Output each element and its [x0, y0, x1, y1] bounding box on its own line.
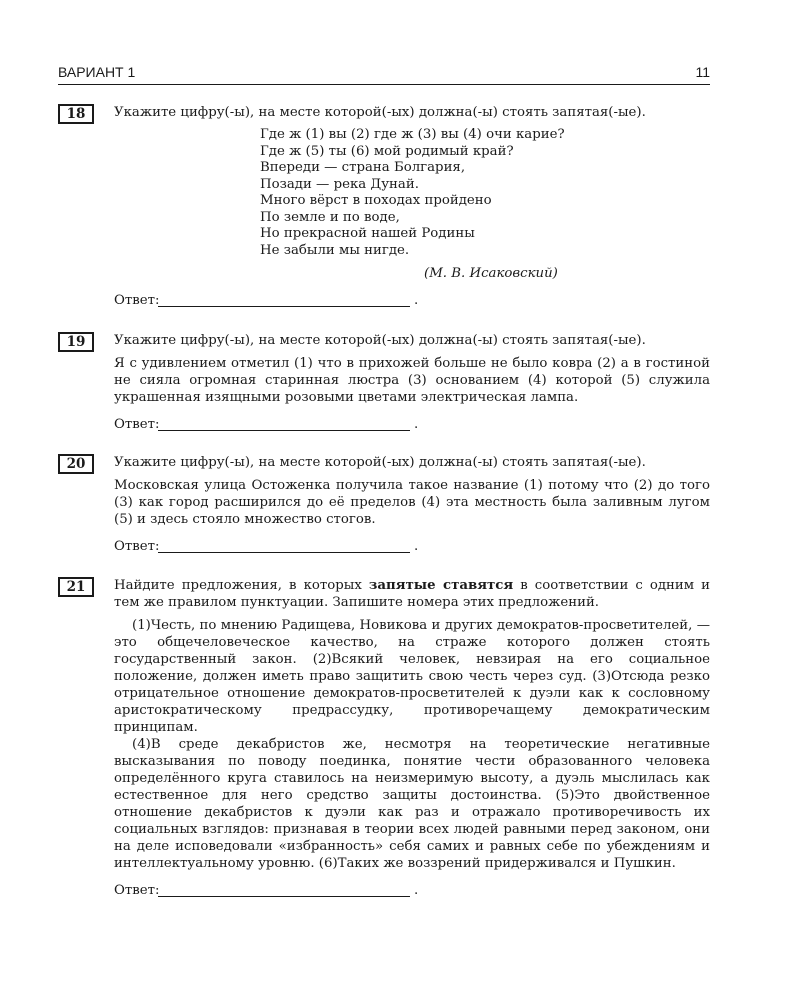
answer-label: Ответ:	[114, 539, 160, 554]
question-text: в соответствии с одним и тем же правилом пунктуации. Запишите номера этих предложений.	[114, 578, 711, 610]
question-text: Найдите предложения, в которых	[114, 578, 369, 593]
answer-line[interactable]	[158, 430, 410, 431]
task-number: 20	[58, 454, 94, 474]
answer-field[interactable]	[114, 538, 710, 556]
poem-line: Где ж (1) вы (2) где ж (3) вы (4) очи карие?	[260, 127, 565, 142]
task-18	[58, 104, 710, 310]
answer-dot: .	[414, 539, 419, 554]
answer-dot: .	[414, 293, 419, 308]
answer-label: Ответ:	[114, 417, 160, 432]
text-paragraph: (4)В среде декабристов же, несмотря на теоретические негативные высказывания по поводу поединка, понятие чести образованного человека определённого круга ставилось на неизмеримую высоту, а дуэль мыслилась как естественное для него средство защиты достоинства. (5)Это двойственное отношение декабристов к дуэли как раз и отражало противоречивость их социальных взглядов: признавая в теории всех людей равными перед законом, они на деле исповедовали «избранность» себя самих и равных себе по убеждениям и интеллектуальному уровню. (6)Таких же воззрений придерживался и Пушкин.	[114, 737, 710, 871]
answer-line[interactable]	[158, 896, 410, 897]
answer-dot: .	[414, 883, 419, 898]
answer-line[interactable]	[158, 552, 410, 553]
poem-line: Впереди — страна Болгария,	[260, 160, 466, 175]
variant-label: ВАРИАНТ 1	[58, 64, 136, 80]
poem	[260, 127, 710, 282]
task-text: Я с удивлением отметил (1) что в прихожей больше не было ковра (2) а в гостиной не сияла огромная старинная люстра (3) основанием (4) которой (5) служила украшенная изящными розовыми цветами электрическая лампа.	[114, 356, 710, 405]
poem-line: Но прекрасной нашей Родины	[260, 226, 475, 241]
answer-label: Ответ:	[114, 883, 160, 898]
poem-author: (М. В. Исаковский)	[424, 266, 558, 281]
task-question	[114, 577, 710, 611]
task-number: 19	[58, 332, 94, 352]
task-question: Укажите цифру(-ы), на месте которой(-ых) должна(-ы) стоять запятая(-ые).	[114, 455, 646, 470]
answer-field[interactable]	[114, 882, 710, 900]
poem-line: Позади — река Дунай.	[260, 176, 419, 192]
poem-line: Где ж (5) ты (6) мой родимый край?	[260, 143, 514, 159]
answer-line[interactable]	[158, 306, 410, 307]
task-text: Московская улица Остоженка получила такое название (1) потому что (2) до того (3) как город расширился до её пределов (4) эта местность была заливным лугом (5) и здесь стояло множество стогов.	[114, 478, 710, 527]
poem-line: По земле и по воде,	[260, 209, 400, 225]
task-19	[58, 332, 710, 434]
answer-field[interactable]	[114, 292, 710, 310]
task-20	[58, 454, 710, 556]
task-question: Укажите цифру(-ы), на месте которой(-ых) должна(-ы) стоять запятая(-ые).	[114, 333, 646, 348]
poem-line: Не забыли мы нигде.	[260, 242, 410, 258]
text-paragraph: (1)Честь, по мнению Радищева, Новикова и других демократов-просветителей, — это общечеловеческое качество, на страже которого должен стоять государственный закон. (2)Всякий человек, невзирая на его социальное положение, должен иметь право защитить свою честь через суд. (3)Отсюда резко отрицательное отношение демократов-просветителей к дуэли как к сословному аристократическому предрассудку, противоречащему демократическим принципам.	[114, 618, 710, 735]
answer-label: Ответ:	[114, 293, 160, 308]
task-21	[58, 577, 710, 900]
poem-line: Много вёрст в походах пройдено	[260, 193, 492, 208]
page-header	[58, 64, 710, 85]
page-number: 11	[695, 64, 710, 80]
answer-field[interactable]	[114, 416, 710, 434]
question-emphasis: запятые ставятся	[368, 578, 514, 593]
task-question: Укажите цифру(-ы), на месте которой(-ых) должна(-ы) стоять запятая(-ые).	[114, 105, 646, 120]
task-number: 21	[58, 577, 94, 597]
answer-dot: .	[414, 417, 419, 432]
task-text	[114, 617, 710, 872]
task-number: 18	[58, 104, 94, 124]
